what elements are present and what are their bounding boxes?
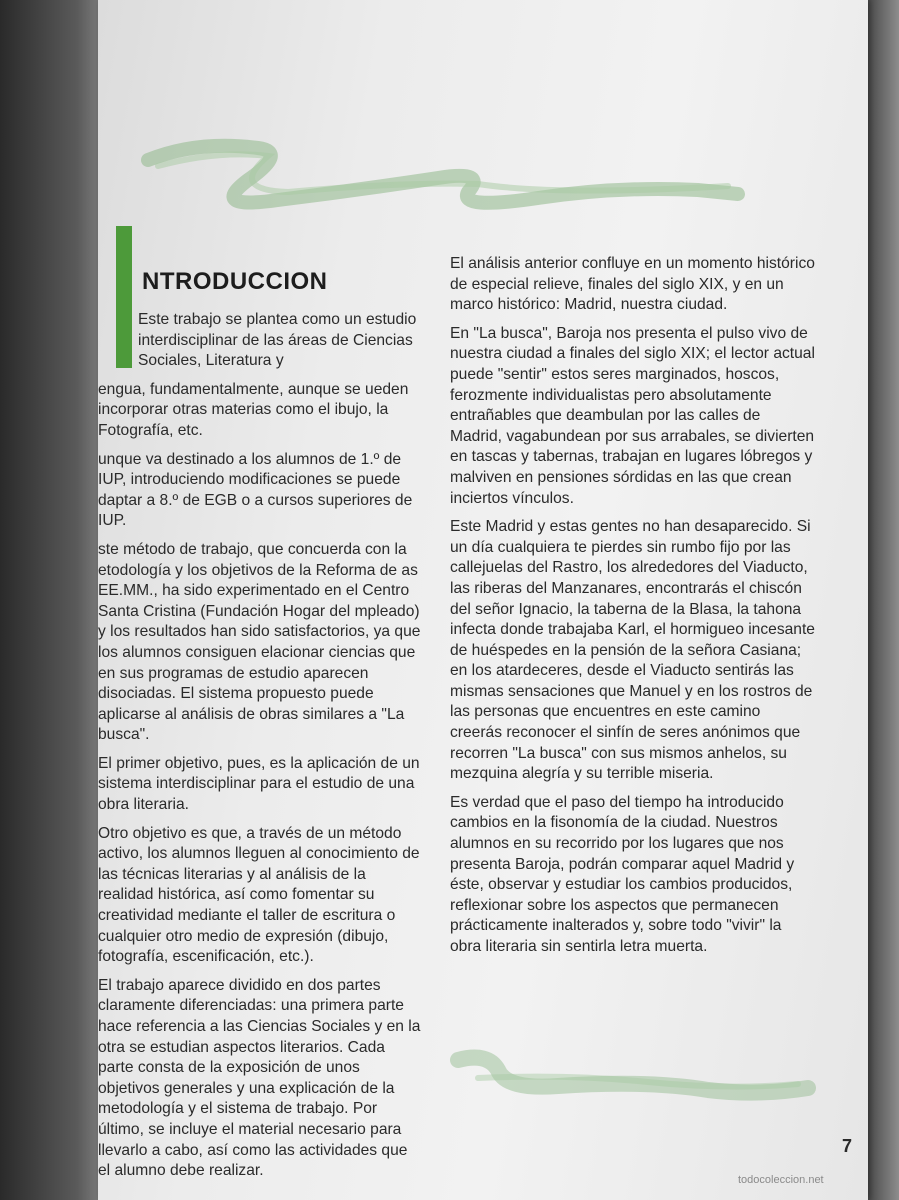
green-scribble-top bbox=[138, 120, 758, 230]
page-title: NTRODUCCION bbox=[142, 268, 328, 295]
paragraph: El primer objetivo, pues, es la aplicación de un sistema interdisciplinar para el estudio de una obra literaria. bbox=[98, 754, 420, 814]
right-column bbox=[450, 254, 815, 966]
left-column bbox=[98, 310, 423, 1190]
paragraph: El trabajo aparece dividido en dos partes claramente diferenciadas: una primera parte hace referencia a las Ciencias Sociales y en la otra se estudian aspectos literarios. Cada parte consta de la exposición de unos objetivos generales y una explicación de la metodología y el sistema de trabajo. Por último, se incluye el material necesario para llevarlo a cabo, así como las actividades que el alumno debe realizar. bbox=[98, 976, 421, 1180]
background-right bbox=[868, 0, 899, 1200]
paragraph: Otro objetivo es que, a través de un método activo, los alumnos lleguen al conocimiento de las técnicas literarias y al análisis de la realidad histórica, así como fomentar su creatividad mediante el taller de escritura o cualquier otro medio de expresión (dibujo, fotografía, escenificación, etc.). bbox=[98, 824, 420, 966]
paragraph: ste método de trabajo, que concuerda con la etodología y los objetivos de la Reforma de as EE.MM., ha sido experimentado en el Centro Santa Cristina (Fundación Hogar del mpleado) y los resultados han sido satisfactorios, ya que los alumnos consiguen elacionar ciencias que en sus programas de estudio aparecen disociadas. El sistema propuesto puede aplicarse al análisis de obras similares a "La busca". bbox=[98, 540, 421, 744]
watermark: todocoleccion.net bbox=[738, 1174, 824, 1186]
document-page bbox=[98, 0, 868, 1200]
paragraph: Es verdad que el paso del tiempo ha introducido cambios en la fisonomía de la ciudad. Nuestros alumnos en su recorrido por los lugares que nos presenta Baroja, podrán comparar aquel Madrid y éste, observar y estudiar los cambios producidos, reflexionar sobre los aspectos que permanecen prácticamente inalterados y, sobre todo "vivir" la obra literaria sin sentirla letra muerta. bbox=[450, 793, 795, 955]
paragraph: El análisis anterior confluye en un momento histórico de especial relieve, finales del siglo XIX, y en un marco histórico: Madrid, nuestra ciudad. bbox=[450, 255, 815, 314]
paragraph: En "La busca", Baroja nos presenta el pulso vivo de nuestra ciudad a finales del siglo XIX; el lector actual puede "sentir" estos seres marginados, hoscos, ferozmente individualistas pero absolutamente entrañables que deambulan por las calles de Madrid, vagabundean por sus arrabales, se divierten en tascas y tabernas, trabajan en lugares lóbregos y malviven en pensiones sórdidas en las que crean inciertos vínculos. bbox=[450, 324, 815, 507]
green-scribble-bottom bbox=[448, 1030, 828, 1120]
page-number: 7 bbox=[842, 1136, 853, 1156]
background-left bbox=[0, 0, 110, 1200]
paragraph: unque va destinado a los alumnos de 1.º de IUP, introduciendo modificaciones se puede daptar a 8.º de EGB o a cursos superiores de IUP. bbox=[98, 450, 413, 530]
paragraph: Este Madrid y estas gentes no han desaparecido. Si un día cualquiera te pierdes sin rumbo fijo por las callejuelas del Rastro, los alrededores del Viaducto, las riberas del Manzanares, encontrarás el chiscón del señor Ignacio, la taberna de la Blasa, la tahona infecta donde trabajaba Karl, el hormigueo incesante de huéspedes en la pensión de la señora Casiana; en los atardeceres, desde el Viaducto sentirás las mismas sensaciones que Manuel y en los rostros de las personas que encuentres en este camino creerás reconocer el sinfín de seres anónimos que recorren "La busca" con sus mismos anhelos, su mezquina alegría y su terrible miseria. bbox=[450, 518, 815, 783]
paragraph: Este trabajo se plantea como un estudio interdisciplinar de las áreas de Ciencias Sociales, Literatura y bbox=[138, 311, 417, 370]
paragraph: engua, fundamentalmente, aunque se ueden incorporar otras materias como el ibujo, la Fotografía, etc. bbox=[98, 380, 409, 439]
